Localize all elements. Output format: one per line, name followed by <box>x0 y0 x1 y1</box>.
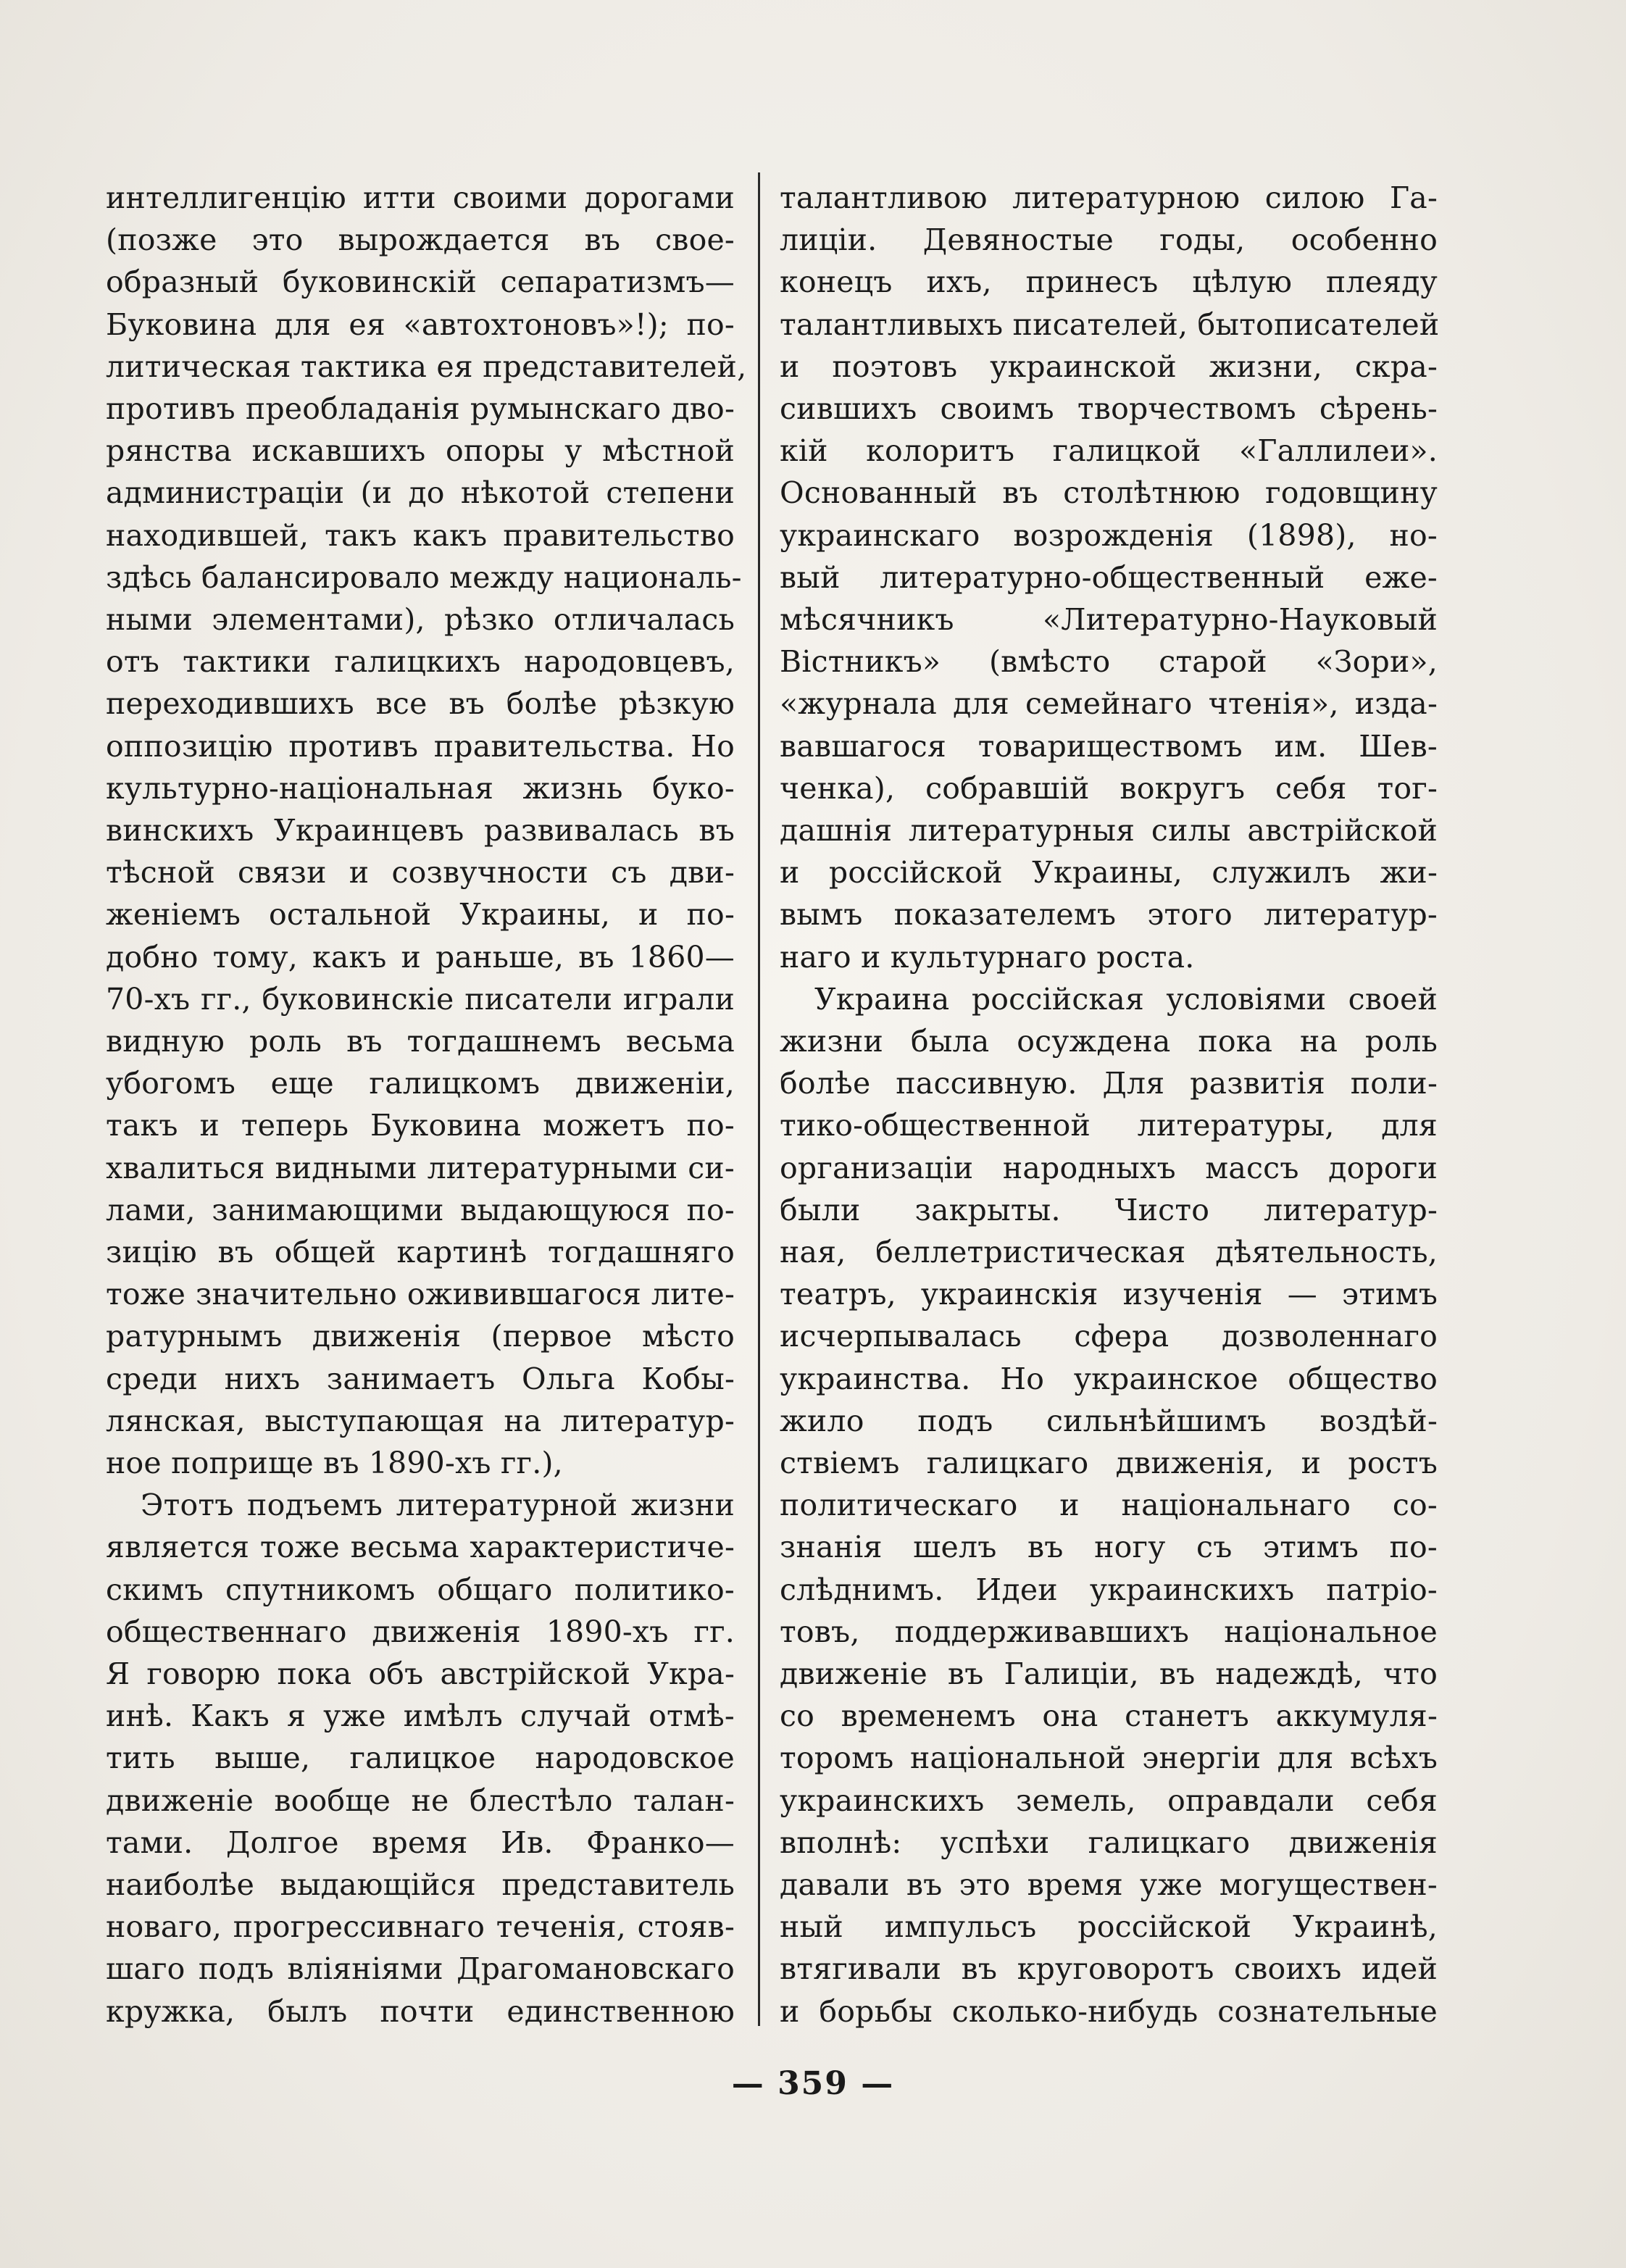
text-line: Украина россійская условіями своей <box>814 981 1438 1017</box>
text-line: движеніе въ Галиціи, въ надеждѣ, что <box>780 1656 1438 1691</box>
text-line: политическаго и національнаго со- <box>780 1488 1438 1523</box>
text-line: жило подъ сильнѣйшимъ воздѣй- <box>780 1403 1438 1438</box>
text-line: вымъ показателемъ этого литератур- <box>780 897 1438 933</box>
text-line: новаго, прогрессивнаго теченія, стояв- <box>106 1909 735 1945</box>
text-line: тѣсной связи и созвучности съ дви- <box>106 855 735 891</box>
text-line: зицію въ общей картинѣ тогдашняго <box>106 1235 735 1270</box>
text-line: торомъ національной энергіи для всѣхъ <box>780 1740 1438 1776</box>
text-line: добно тому, какъ и раньше, въ 1860— <box>106 939 735 975</box>
text-line: Этотъ подъемъ литературной жизни <box>141 1488 735 1523</box>
text-line: Вістникъ» (вмѣсто старой «Зори», <box>780 644 1438 680</box>
text-line: талантливыхъ писателей, бытописателей <box>780 307 1440 342</box>
text-line: вавшагося товариществомъ им. Шев- <box>780 728 1438 764</box>
text-line: находившей, такъ какъ правительство <box>106 517 735 553</box>
column-divider-rule <box>758 172 760 2026</box>
text-line: ными элементами), рѣзко отличалась <box>106 602 735 637</box>
text-line: украинскихъ земель, оправдали себя <box>780 1783 1438 1818</box>
text-line: здѣсь балансировало между националь- <box>106 559 742 595</box>
text-line: (позже это вырождается въ свое- <box>106 222 735 258</box>
text-line: исчерпывалась сфера дозволеннаго <box>780 1319 1438 1354</box>
text-line: женіемъ остальной Украины, и по- <box>106 897 735 933</box>
text-line: оппозицію противъ правительства. Но <box>106 728 735 764</box>
text-line: лами, занимающими выдающуюся по- <box>106 1192 735 1227</box>
text-line: театръ, украинскія изученія — этимъ <box>780 1277 1438 1312</box>
text-line: «журнала для семейнаго чтенія», изда- <box>780 686 1438 722</box>
text-line: движеніе вообще не блестѣло талан- <box>106 1783 735 1818</box>
text-line: Я говорю пока объ австрійской Укра- <box>106 1656 735 1691</box>
text-line: и россійской Украины, служилъ жи- <box>780 855 1438 891</box>
text-line: интеллигенцію итти своими дорогами <box>106 180 735 215</box>
text-line: отъ тактики галицкихъ народовцевъ, <box>106 644 735 680</box>
text-line: ный импульсъ россійской Украинѣ, <box>780 1909 1438 1945</box>
text-line: жизни была осуждена пока на роль <box>780 1024 1438 1059</box>
text-line: организаціи народныхъ массъ дороги <box>780 1150 1438 1185</box>
text-line: ченка), собравшій вокругъ себя тог- <box>780 770 1438 806</box>
text-line: и борьбы сколько-нибудь сознательные <box>780 1993 1438 2029</box>
text-line: болѣе пассивную. Для развитія поли- <box>780 1066 1438 1101</box>
text-line: лиціи. Девяностые годы, особенно <box>780 222 1438 258</box>
text-line: наго и культурнаго роста. <box>780 939 1195 975</box>
text-line: Буковина для ея «автохтоновъ»!); по- <box>106 307 735 342</box>
text-line: ная, беллетристическая дѣятельность, <box>780 1235 1438 1270</box>
text-line: противъ преобладанія румынскаго дво- <box>106 391 735 426</box>
text-line: украинства. Но украинское общество <box>780 1361 1438 1396</box>
text-line: Основанный въ столѣтнюю годовщину <box>780 475 1438 511</box>
text-line: рянства искавшихъ опоры у мѣстной <box>106 433 735 469</box>
text-line: ствіемъ галицкаго движенія, и ростъ <box>780 1446 1438 1480</box>
text-line: наиболѣе выдающійся представитель <box>106 1867 735 1902</box>
text-line: тико-общественной литературы, для <box>780 1108 1438 1143</box>
text-line: слѣднимъ. Идеи украинскихъ патріо- <box>780 1572 1438 1607</box>
text-line: является тоже весьма характеристиче- <box>106 1530 735 1565</box>
text-line: втягивали въ круговоротъ своихъ идей <box>780 1951 1438 1987</box>
text-line: товъ, поддерживавшихъ національное <box>780 1614 1438 1649</box>
text-line: винскихъ Украинцевъ развивалась въ <box>106 813 735 848</box>
text-line: украинскаго возрожденія (1898), но- <box>780 517 1438 553</box>
text-line: тоже значительно оживившагося лите- <box>106 1277 735 1312</box>
text-line: хвалиться видными литературными си- <box>106 1150 735 1185</box>
text-line: мѣсячникъ «Литературно-Науковый <box>780 602 1438 637</box>
text-line: переходившихъ все въ болѣе рѣзкую <box>106 686 735 722</box>
text-line: знанія шелъ въ ногу съ этимъ по- <box>780 1530 1438 1565</box>
text-line: были закрыты. Чисто литератур- <box>780 1192 1438 1227</box>
text-line: дашнія литературныя силы австрійской <box>780 813 1438 848</box>
text-line: кій колоритъ галицкой «Галлилеи». <box>780 433 1438 469</box>
text-line: образный буковинскій сепаратизмъ— <box>106 264 735 300</box>
text-line: такъ и теперь Буковина можетъ по- <box>106 1108 735 1143</box>
text-line: видную роль въ тогдашнемъ весьма <box>106 1024 735 1059</box>
text-line: литическая тактика ея представителей, <box>106 349 747 384</box>
text-line: скимъ спутникомъ общаго политико- <box>106 1572 735 1607</box>
text-line: убогомъ еще галицкомъ движеніи, <box>106 1066 735 1101</box>
text-line: лянская, выступающая на литератур- <box>106 1403 735 1438</box>
text-line: талантливою литературною силою Га- <box>780 180 1438 215</box>
text-line: ное поприще въ 1890-хъ гг.), <box>106 1446 563 1480</box>
text-line: культурно-національная жизнь буко- <box>106 770 735 806</box>
text-line: ратурнымъ движенія (первое мѣсто <box>106 1319 735 1354</box>
text-line: администраціи (и до нѣкотой степени <box>106 475 735 511</box>
text-line: шаго подъ вліяніями Драгомановскаго <box>106 1951 735 1987</box>
text-line: кружка, былъ почти единственною <box>106 1993 735 2029</box>
text-line: конецъ ихъ, принесъ цѣлую плеяду <box>780 264 1438 300</box>
page-number: — 359 — <box>731 2065 895 2102</box>
text-line: вый литературно-общественный еже- <box>780 559 1438 595</box>
text-line: и поэтовъ украинской жизни, скра- <box>780 349 1438 384</box>
text-line: со временемъ она станетъ аккумуля- <box>780 1698 1438 1734</box>
text-line: 70-хъ гг., буковинскіе писатели играли <box>106 981 735 1017</box>
text-line: среди нихъ занимаетъ Ольга Кобы- <box>106 1361 735 1396</box>
text-line: давали въ это время уже могуществен- <box>780 1867 1438 1902</box>
text-line: тить выше, галицкое народовское <box>106 1740 735 1776</box>
text-line: тами. Долгое время Ив. Франко— <box>106 1825 735 1860</box>
text-line: вполнѣ: успѣхи галицкаго движенія <box>780 1825 1438 1860</box>
text-line: общественнаго движенія 1890-хъ гг. <box>106 1614 735 1649</box>
text-line: сившихъ своимъ творчествомъ сѣрень- <box>780 391 1438 426</box>
text-line: инѣ. Какъ я уже имѣлъ случай отмѣ- <box>106 1698 735 1734</box>
